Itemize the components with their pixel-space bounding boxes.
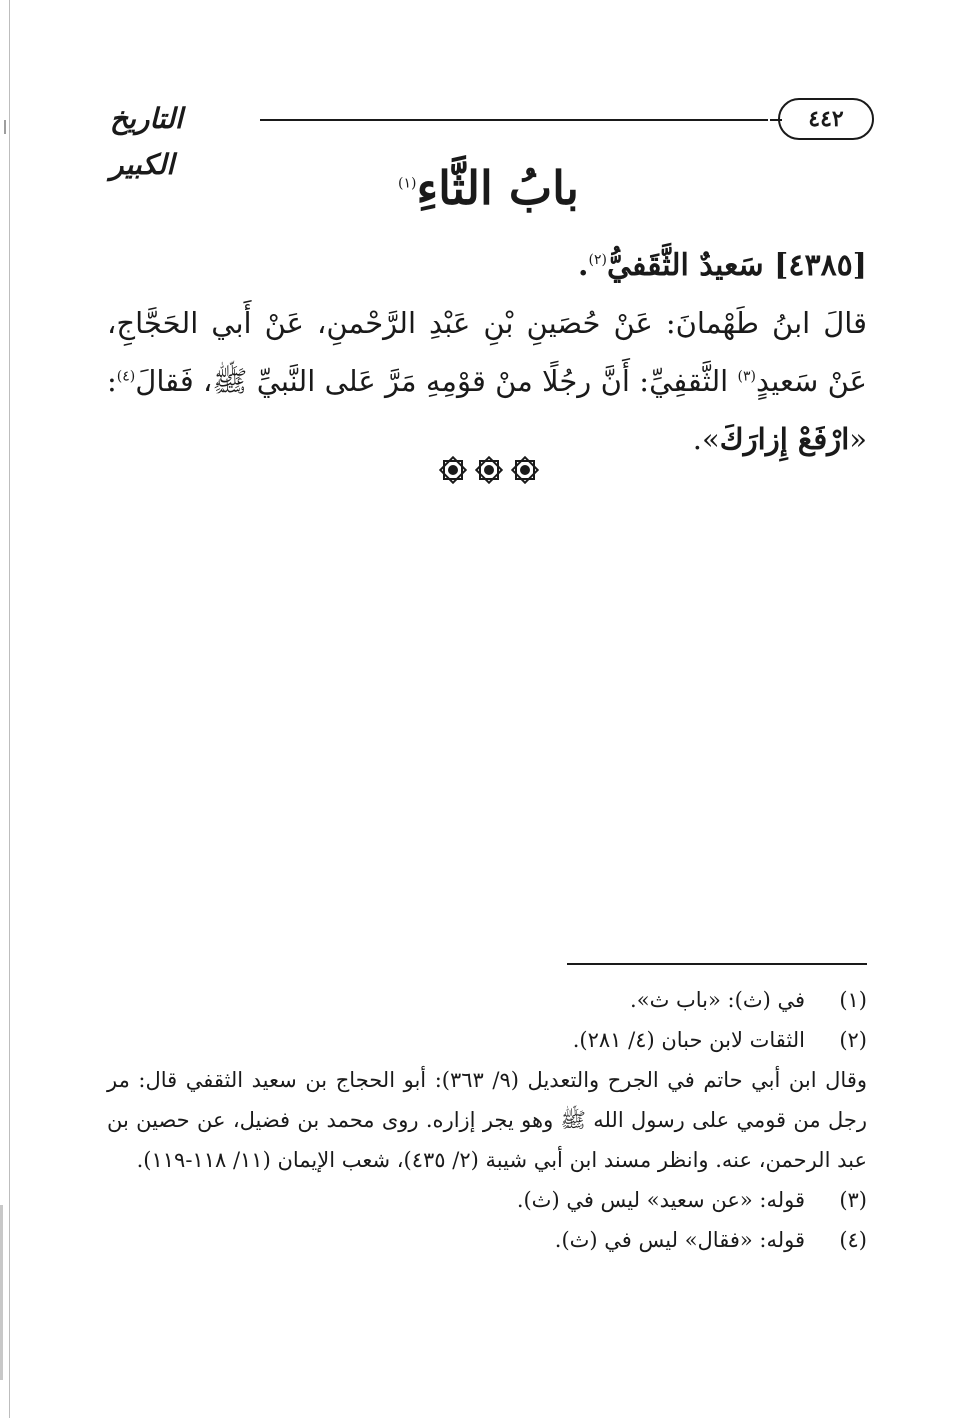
chapter-title-text: بابُ الثَّاءِ (416, 161, 579, 215)
section-ornament (0, 456, 977, 484)
ornament-flower-icon (475, 456, 503, 484)
entry-name: سَعيدٌ الثَّقَفيُّ (606, 248, 764, 283)
footnote-item (107, 1020, 867, 1060)
footnote-number: (٤) (839, 1228, 867, 1252)
entry-body (107, 294, 867, 468)
ornament-flower-icon (511, 456, 539, 484)
entry-body-part3: : « (107, 364, 867, 456)
page-number: ٤٤٢ (778, 98, 874, 140)
chapter-title (0, 148, 977, 228)
footnote-text: في (ث): «باب ث». (630, 988, 805, 1012)
footnote-item (107, 980, 867, 1020)
footnote-item (107, 1180, 867, 1220)
footnote-separator (567, 963, 867, 965)
footnote-text: الثقات لابن حبان (٤/ ٢٨١). (572, 1028, 805, 1052)
entry-number: [٤٣٨٥] (774, 248, 867, 283)
footnote-continuation (107, 1060, 867, 1180)
footnote-text: وقال ابن أبي حاتم في الجرح والتعديل (٩/ ٣٦٣): أبو الحجاج بن سعيد الثقفي قال: مر رجل من قومي على رسول الله ﷺ وهو يجر إزاره. روى محمد بن فضيل، عن حصين بن عبد الرحمن، عنه. وانظر مسند ابن أبي شيبة (٢/ ٤٣٥)، شعب الإيمان (١١/ ١١٨-١١٩). (107, 1068, 867, 1172)
entry-name-end: . (578, 248, 589, 283)
chapter-footnote-ref: (١) (398, 175, 417, 192)
footnote-text: قوله: «عن سعيد» ليس في (ث). (516, 1188, 805, 1212)
entry-heading (107, 240, 867, 292)
scan-edge-line-lower (0, 1205, 3, 1380)
hadith-quote: ارْفَعْ إِزارَكَ (719, 422, 850, 456)
footnote-number: (٣) (839, 1188, 867, 1212)
footnote-number: (٢) (839, 1028, 867, 1052)
body-footnote-ref-3: (٣) (737, 368, 757, 385)
entry-body-part2: الثَّقفِيِّ: أَنَّ رجُلًا منْ قوْمِهِ مَرَّ عَلى النَّبيِّ ﷺ، فَقالَ (135, 364, 738, 398)
footnote-text: قوله: «فقال» ليس في (ث). (554, 1228, 805, 1252)
entry-body-end: ». (692, 422, 720, 456)
ornament-flower-icon (439, 456, 467, 484)
footnotes (107, 980, 867, 1260)
page-header (110, 96, 870, 181)
footnote-item (107, 1220, 867, 1260)
scan-edge-mark (4, 120, 6, 134)
footnote-number: (١) (839, 988, 867, 1012)
body-footnote-ref-4: (٤) (116, 368, 136, 385)
header-rule (260, 119, 768, 121)
running-title: التاريخ الكبير (110, 102, 183, 181)
entry-body-part1: قالَ ابنُ طَهْمانَ: عَنْ حُصَينِ بْنِ عَبْدِ الرَّحْمنِ، عَنْ أَبي الحَجَّاجِ، عَنْ سَعيدٍ (107, 306, 867, 398)
entry-footnote-ref: (٢) (588, 252, 607, 268)
